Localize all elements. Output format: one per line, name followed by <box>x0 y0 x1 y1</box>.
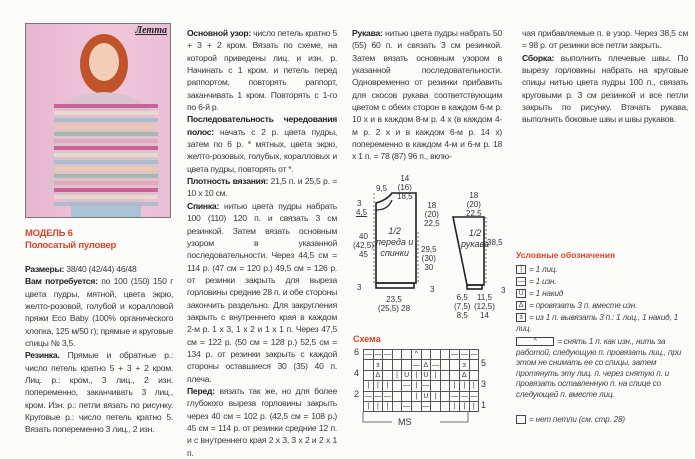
sweater-stripe <box>54 153 158 157</box>
chart-cell <box>431 381 441 391</box>
chart-cell: — <box>374 351 382 359</box>
dim-armhole: 29,5 (30) 30 <box>421 245 437 272</box>
chart-cell <box>392 360 402 370</box>
chart-row <box>364 401 479 411</box>
model-title: Полосатый пуловер <box>25 240 117 251</box>
chart-cell <box>469 360 479 370</box>
chart-cell: | <box>364 381 374 391</box>
legend-symbol-icon: — <box>517 278 525 286</box>
chart-cell: | <box>364 401 374 411</box>
paragraph-text: 21,5 п. и 25,5 р. = 10 х 10 см. <box>187 176 337 199</box>
paragraph-lead: Плотность вязания: <box>187 176 269 187</box>
model-number: МОДЕЛЬ 6 <box>25 228 73 239</box>
chart-cell: — <box>383 392 391 400</box>
legend-symbol-icon: ^ <box>516 337 554 346</box>
legend-text: = снять 1 п. как изн., нить за работой, следующую п. провязать лиц., при этом не снимать ее со спицы, затем протянуть эту лиц. п. через снятую п. и провязать оставленную п. на спице со следующей п. вместе лиц. <box>516 337 682 399</box>
chart-cell: | <box>373 401 383 411</box>
chart-cell <box>383 360 393 370</box>
row-number: 5 <box>481 358 487 368</box>
chart-cell: | <box>469 381 479 391</box>
chart-row <box>364 360 479 370</box>
dim-neck-back: 3 <box>357 199 362 208</box>
paragraph-text: начать с 2 р. цвета пудры, затем по 6 р. * мятных, цвета экрю, желто-розовых, голубых, коралловых и цвета пудры, повторять от *. <box>187 126 337 174</box>
paragraph-lead: Последовательность чередования полос: <box>187 114 337 137</box>
chart-row <box>364 350 479 360</box>
rapport-bracket <box>362 412 482 427</box>
chart-cell <box>364 360 374 370</box>
chart-cell <box>440 350 450 360</box>
dim-neck: 9,5 <box>376 184 388 193</box>
paragraph-lead: Спинка: <box>187 200 220 211</box>
sweater-stripe <box>54 125 158 129</box>
chart-cell <box>392 381 402 391</box>
chart-cell <box>364 370 374 380</box>
legend-symbol-icon <box>516 415 526 424</box>
sweater-stripe <box>54 202 158 206</box>
sweater-illustration <box>26 24 171 218</box>
chart-cell: ^ <box>411 350 421 360</box>
chart-cell <box>431 350 441 360</box>
paragraph-lead: Размеры: <box>25 264 65 274</box>
paragraph-lead: Основной узор: <box>187 28 251 38</box>
chart-cell <box>440 391 450 401</box>
chart-cell: | <box>383 381 393 391</box>
paragraph <box>522 52 688 126</box>
chart-cell <box>450 370 460 380</box>
sweater-stripe <box>54 146 158 150</box>
chart-cell: | <box>373 381 383 391</box>
dim-sleeve-rib: 3 <box>501 286 506 295</box>
legend-text: = провязать 3 п. вместе изн. <box>529 301 638 310</box>
dim-side: 40 (42,5) 45 <box>353 232 374 259</box>
chart-cell: U <box>421 391 431 401</box>
legend-item <box>516 289 688 300</box>
chart-cell <box>450 360 460 370</box>
chart-cell <box>440 360 450 370</box>
paragraph-text: нитью цвета пудры набрать 50 (55) 60 п. и связать 3 см резинкой. Затем вязать основным узором в указанной последовательности. Одновременно от резинки прибавить для скосов рукава соответствующим цветом с обеих сторон в каждом 6-м р. 10 х и в каждом 8-м р. 4 х (в каждом 4-м р. 2 х и в каждом 6-м р. 14 х) попеременно в каждом 4-м и 6-м р. 18 х 1 п. = 78 (87) 96 п., вклю- <box>352 28 502 162</box>
chart-cell: | <box>431 391 441 401</box>
dim-sleeve-bottom-right: 11,5 (12,5) 14 <box>474 293 495 320</box>
chart-cell: — <box>422 382 430 390</box>
chart-cell: — <box>383 351 391 359</box>
paragraph-text: нитью цвета пудры набрать 100 (110) 120 п. и связать 3 см резинкой. Затем вязать основным узором в указанной последовательности. Через 44,5 см = 114 р. (47 см = 120 р.) 49,5 см = 126 р. от резинки закрыть для выреза горловины средние 28 п. и обе стороны закончить раздельно. Для закругления закрыть с внутреннего края в каждом 2-м р. 1 х 3, 1 х 2 и 1 х 1 п. Через 47,5 см = 122 р. (50 см = 128 р.) 52,5 см = 134 р. от резинки закрыть с каждой стороны оставшиеся 30 (35) 40 п. плеча. <box>187 200 337 384</box>
chart-cell: — <box>451 351 459 359</box>
chart-cell: Δ <box>373 370 383 380</box>
dim-shoulder: 18 (20) 22,5 <box>424 201 440 228</box>
chart-cell <box>392 391 402 401</box>
chart-cell: — <box>431 361 439 369</box>
legend-symbol-icon: ɜ <box>516 313 526 322</box>
chart-cell: — <box>470 392 478 400</box>
legend-item <box>516 265 688 276</box>
chart-cell: — <box>460 392 468 400</box>
chart-cell: | <box>383 401 393 411</box>
paragraph <box>187 175 337 200</box>
chart-cell: | <box>431 370 441 380</box>
brand-logo: Летта <box>135 25 167 36</box>
label-body: 1/2 переда и спинки <box>376 226 414 258</box>
scheme-title: Схема <box>353 334 381 344</box>
paragraph-text: 38/40 (42/44) 46/48 <box>64 264 137 274</box>
legend-text: = из 1 п. вывязать 3 п.: 1 лиц., 1 накид, 1 лиц. <box>516 313 679 333</box>
paragraph-text: по 100 (150) 150 г цвета пудры, мятной, цвета экрю, желто-розовой, голубой и коралловой пряжи Eco Baby (100% органического хлопка, 125 м/50 г); прямые и круговые спицы № 3,5. <box>25 276 173 349</box>
legend-symbol-icon: U <box>516 289 526 298</box>
paragraph-lead: Сборка: <box>522 52 555 63</box>
chart-cell: — <box>412 361 420 369</box>
legend-item <box>516 415 688 426</box>
dim-sleeve-bottom-left: 6,5 (7,5) 8,5 <box>454 293 471 320</box>
chart-cell <box>411 401 421 411</box>
dim-bottom: 23,5 (25,5) 28 <box>378 295 411 313</box>
paragraph-text: вязать так же, но для более глубокого выреза горловины закрыть через 40 см = 102 р. (42,5 см = 108 р.) 45 см = 114 р. от резинки средние 12 п. и с внутреннего края 2 х 3, 3 х 2 и 2 х 1 п. <box>187 385 337 458</box>
paragraph <box>25 275 173 349</box>
dim-rib-left: 3 <box>357 283 362 292</box>
paragraph <box>522 27 688 52</box>
legend-text: = 1 изн. <box>529 277 557 286</box>
paragraph <box>25 349 173 435</box>
sweater-stripe <box>54 132 158 136</box>
chart-cell: ɜ <box>373 360 383 370</box>
chart-cell: — <box>470 351 478 359</box>
paragraph <box>187 113 337 175</box>
chart-cell <box>440 370 450 380</box>
legend-item <box>516 313 688 334</box>
label-sleeve: 1/2 рукава <box>461 228 489 249</box>
paragraph-lead: Резинка. <box>25 350 60 361</box>
chart-cell <box>392 401 402 411</box>
paragraph-text: Прямые и обратные р.: число петель кратно 5 + 3 + 2 кром. Лиц. р.: кром., 3 лиц., 2 изн. попеременно, заканчивать 3 лиц., кром. Изн. р.: петли вязать по рисунку. Круговые р.: число петель кратно 5. Вязать попеременно 3 лиц., 2 изн. <box>25 350 173 435</box>
paragraph-text: число петель кратно 5 + 3 + 2 кром. Вязать по схеме, на которой приведены лиц. и изн. р. Начинать с 1 кром. и петель перед раппортом, повторять раппорт, заканчивать 1 кром. Повторять с 1-го по 6-й р. <box>187 28 337 113</box>
legend-text: = 1 лиц. <box>529 265 558 274</box>
paragraph-text: чая прибавляемые п. в узор. Через 38,5 см = 98 р. от резинки все петли закрыть. <box>522 28 688 51</box>
chart-cell <box>431 401 441 411</box>
chart-cell: U <box>421 370 431 380</box>
chart-cell <box>421 350 431 360</box>
chart-cell: | <box>411 370 421 380</box>
chart-cell <box>392 350 402 360</box>
legend-text: = 1 накид <box>529 289 564 298</box>
sweater-stripe <box>54 160 158 164</box>
dim-sleeve-top: 18 (20) 22,5 <box>466 191 482 218</box>
paragraph <box>187 27 337 113</box>
chart-cell: — <box>422 403 430 411</box>
dim-neck-front: 4,5 <box>356 208 368 217</box>
chart-cell: — <box>374 392 382 400</box>
model-photo <box>25 23 171 218</box>
chart-row <box>364 391 479 401</box>
paragraph-text: выполнить плечевые швы. По вырезу горловины набрать на круговые спицы нитью цвета пудры 100 п., связать круговыми р. 3 см резинкой и все петли закрыть по рисунку. Втачать рукава, выполнить боковые швы и швы рукавов. <box>522 52 688 125</box>
dim-sleeve-length: 38,5 <box>487 238 503 247</box>
row-number: 6 <box>354 347 360 357</box>
legend-item <box>516 301 688 312</box>
chart-cell <box>402 350 412 360</box>
row-number: 4 <box>354 368 360 378</box>
knitting-chart <box>363 349 479 412</box>
sweater-stripe <box>54 181 158 185</box>
chart-row <box>364 370 479 380</box>
chart-cell: Δ <box>459 370 469 380</box>
chart-cell <box>469 370 479 380</box>
paragraph <box>187 385 337 459</box>
chart-cell: | <box>459 401 469 411</box>
chart-cell: ɜ <box>459 360 469 370</box>
chart-cell: — <box>403 403 411 411</box>
paragraph <box>187 200 337 385</box>
sweater-stripe <box>54 111 158 115</box>
sweater-stripe <box>54 139 158 143</box>
chart-cell: | <box>459 381 469 391</box>
chart-cell: — <box>364 351 372 359</box>
row-number: 2 <box>354 389 360 399</box>
chart-cell <box>402 391 412 401</box>
chart-cell <box>440 381 450 391</box>
chart-cell: | <box>392 370 402 380</box>
chart-cell: U <box>402 370 412 380</box>
sweater-stripe <box>54 167 158 171</box>
sweater-stripe <box>54 118 158 122</box>
rapport-label: MS <box>398 417 412 427</box>
chart-cell <box>440 401 450 411</box>
legend-title: Условные обозначения <box>516 250 616 260</box>
dim-top-width: 14 (16) 18,5 <box>397 174 413 201</box>
paragraph <box>352 27 502 163</box>
legend-item <box>516 337 688 401</box>
sweater-stripe <box>54 188 158 192</box>
dim-rib-right: 3 <box>430 285 435 294</box>
chart-cell: Δ <box>421 360 431 370</box>
chart-cell <box>383 370 393 380</box>
legend-symbol-icon: Δ <box>516 301 526 310</box>
chart-row <box>364 381 479 391</box>
legend-text: = нет петли (см. стр. 28) <box>529 415 625 424</box>
chart-cell: | <box>411 391 421 401</box>
row-number: 3 <box>481 379 487 389</box>
paragraph <box>25 263 173 275</box>
chart-cell: — <box>403 382 411 390</box>
chart-cell: — <box>364 392 372 400</box>
paragraph-lead: Рукава: <box>352 28 383 38</box>
chart-cell: | <box>469 401 479 411</box>
paragraph-lead: Перед: <box>187 385 215 396</box>
chart-cell: — <box>460 351 468 359</box>
chart-cell: | <box>450 381 460 391</box>
legend-symbol-icon: | <box>516 265 526 274</box>
chart-cell: | <box>411 381 421 391</box>
paragraph-lead: Вам потребуется: <box>25 276 98 287</box>
legend-item <box>516 277 688 288</box>
sweater-stripe <box>54 104 158 108</box>
chart-cell <box>402 360 412 370</box>
sweater-stripe <box>54 174 158 178</box>
chart-cell: | <box>450 401 460 411</box>
row-number: 1 <box>481 400 487 410</box>
chart-cell: — <box>451 392 459 400</box>
sweater-stripe <box>54 195 158 199</box>
